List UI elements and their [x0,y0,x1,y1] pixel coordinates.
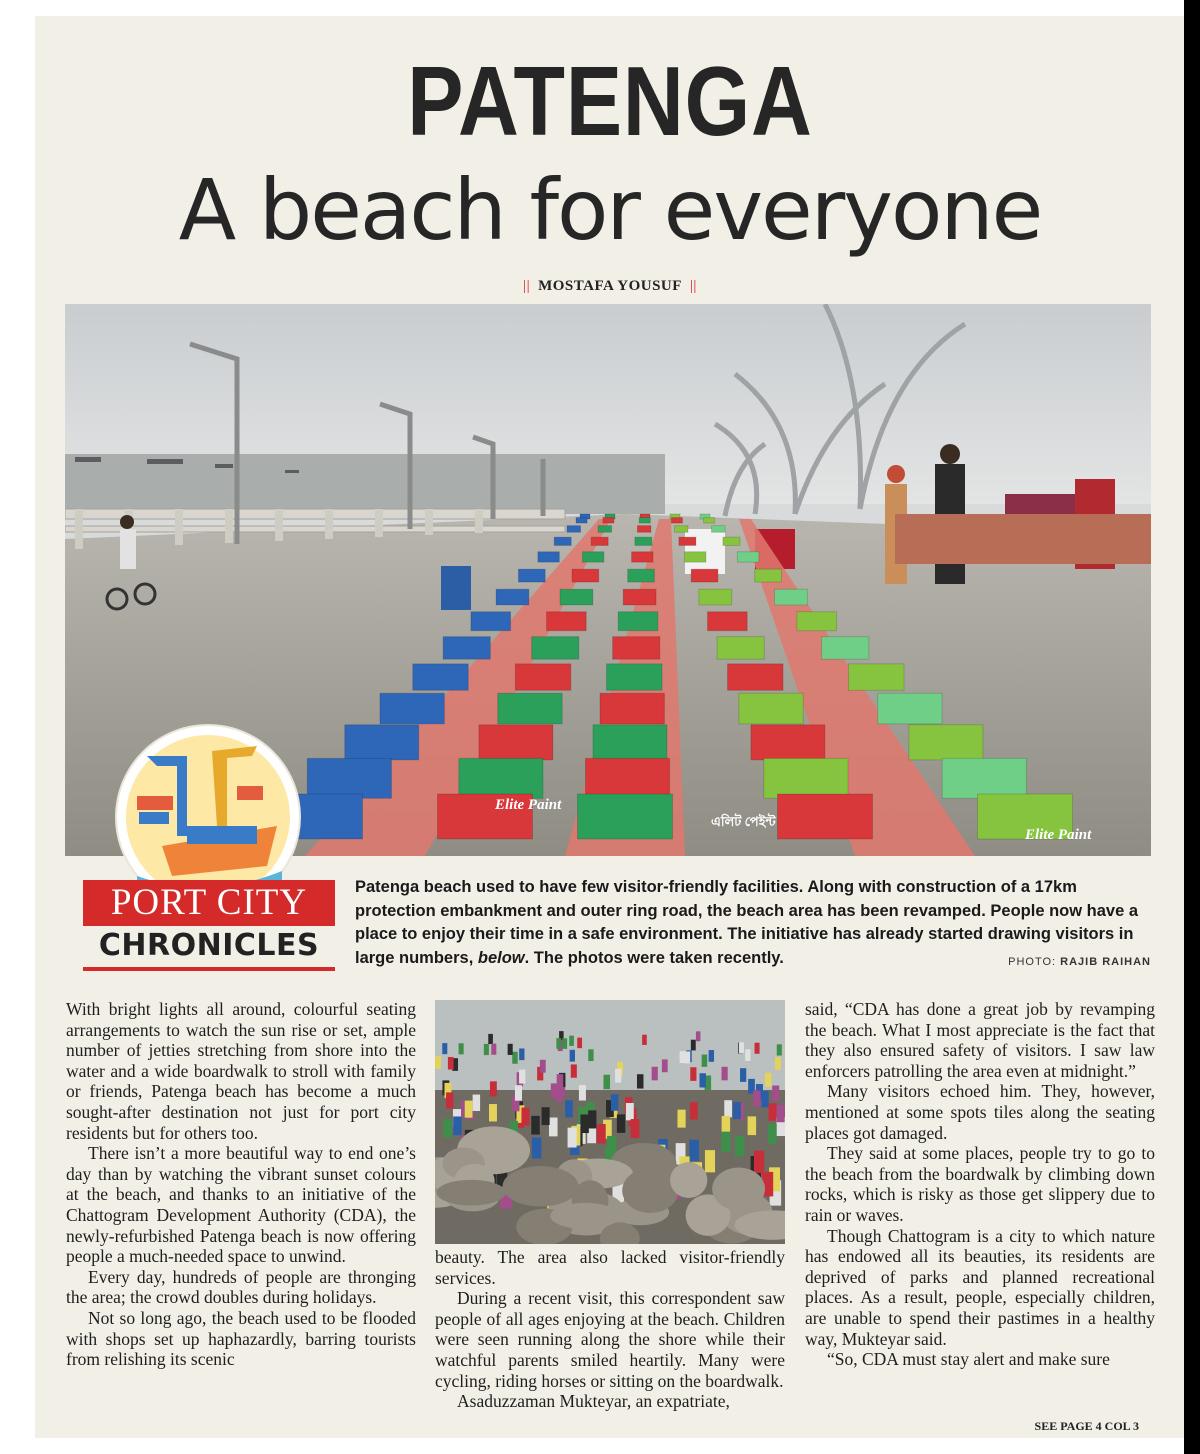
boulder [503,1166,579,1207]
seating-block [632,552,653,562]
visitor [631,1119,640,1138]
seating-block [822,637,869,660]
visitor [519,1070,525,1084]
section-logo-chronicles: CHRONICLES [98,928,320,963]
visitor [588,1049,593,1061]
visitor [748,1116,757,1135]
visitor [491,1044,496,1055]
seating-block [679,537,696,545]
visitor [611,1094,618,1110]
seating-block [691,569,718,582]
block-brand-label-bangla: এলিট পেইন্ট [711,814,776,829]
article-paragraph: Not so long ago, the beach used to be flooded with shops set up haphazardly, barring tourists from relishing its scenic [66,1307,416,1370]
article-column-3 [805,999,1155,1370]
seating-block [637,526,651,533]
visitor [733,1102,741,1119]
headline-kicker: PATENGA [407,46,813,156]
seating-block [737,552,758,562]
seating-block [593,725,667,760]
boulder [436,1180,505,1206]
article-paragraph: With bright lights all around, colourful seating arrangements to watch the sun rise or set, ample number of jetties stretching from shore into the water and a wide boardwalk to stroll with family or friends, Patenga beach has become a much sought-after destination not just for port city residents but for others too. [66,999,416,1143]
seating-block [607,664,662,690]
seating-block [712,526,726,533]
seating-block [547,612,587,631]
crowd-photo [435,1000,785,1244]
visitor [570,1050,575,1062]
photo-credit-name: RAJIB RAIHAN [1060,956,1151,968]
visitor [739,1042,744,1053]
visitor [637,1074,644,1088]
seating-block [498,693,562,724]
seating-block [739,693,803,724]
visitor [777,1044,782,1055]
visitor [473,1095,480,1111]
seating-block [413,664,468,690]
visitor [755,1043,760,1054]
seating-block [479,725,553,760]
article-paragraph: beauty. The area also lacked visitor-friendly services. [435,1247,785,1288]
seating-block [849,664,904,690]
visitor [569,1036,574,1046]
article-paragraph: Asaduzzaman Mukteyar, an expatriate, [457,1391,730,1412]
visitor [519,1048,524,1060]
visitor [677,1110,685,1128]
seating-block [603,518,614,524]
seating-block [764,758,848,798]
visitor [515,1085,522,1100]
visitor [689,1140,699,1161]
visitor [775,1057,781,1070]
page-edge [1184,0,1200,1454]
article-paragraph: Many visitors echoed him. They, however, mentioned at some spots tiles along the seating places got damaged. [805,1081,1155,1143]
article-paragraph: They said at some places, people try to go to the beach from the boardwalk by climbing down rocks, which is risky as those get slippery due to rain or waves. [805,1143,1155,1225]
boulder [622,1168,678,1213]
seating-block [582,552,603,562]
caption-emphasis: below [477,948,525,967]
visitor [443,1119,452,1138]
seating-block [618,612,658,631]
seating-block [591,537,608,545]
crowd-scene [435,1000,785,1244]
visitor [435,1056,441,1068]
visitor [777,1105,785,1123]
visitor [772,1085,779,1101]
visitor [603,1075,610,1089]
seating-block [567,526,581,533]
visitor [765,1073,771,1087]
byline-bar-left: || [523,278,531,294]
seating-block [684,552,705,562]
visitor [540,1060,546,1073]
visitor [508,1044,513,1055]
visitor [512,1052,517,1064]
visitor [542,1107,550,1125]
seating-block [532,637,579,660]
visitor [691,1040,696,1051]
byline-bar-right: || [689,278,697,294]
seating-block [723,537,740,545]
seating-block [728,664,783,690]
seating-block [775,589,808,605]
seating-block [578,794,673,839]
seating-block [613,637,660,660]
visitor [680,1051,685,1063]
seating-block [585,758,669,798]
visitor [615,1069,621,1083]
visitor [699,1073,705,1087]
newspaper-page [35,16,1185,1438]
visitor [696,1031,700,1041]
seating-block [554,537,571,545]
seating-block [942,758,1026,798]
seating-block [671,518,682,524]
article-column-1 [66,999,416,1370]
section-logo-rule [83,967,335,971]
visitor [562,1038,567,1049]
visitor [626,1103,634,1120]
visitor [709,1050,714,1062]
seating-block [628,569,655,582]
seating-block [515,664,570,690]
seating-block [459,758,543,798]
article-paragraph: During a recent visit, this correspondent saw people of all ages enjoying at the beach. Children were seen running along the shore while their watchful parents smiled heartily. Many were cycling, riding horses or sitting on the boardwalk. [435,1288,785,1391]
visitor [549,1118,558,1137]
visitor [652,1067,658,1081]
dustbin [441,566,471,610]
boulder [712,1167,765,1210]
visitor [521,1108,529,1126]
seating-block [755,569,782,582]
visitor [702,1055,708,1067]
visitor [532,1137,542,1158]
visitor [489,1104,497,1121]
article-paragraph: Every day, hundreds of people are thronging the area; the crowd doubles during holidays. [66,1266,416,1308]
seating-block [708,612,748,631]
article-paragraph: “So, CDA must stay alert and make sure [827,1349,1110,1370]
seating-block [496,589,529,605]
seating-block [576,518,587,524]
visitor [662,1059,668,1072]
visitor [745,1049,750,1061]
seating-block [699,589,732,605]
seating-block [572,569,599,582]
visitor [617,1114,625,1133]
visitor [565,1100,573,1117]
byline-author: MOSTAFA YOUSUF [538,278,682,294]
seating-block [380,693,444,724]
seating-block [600,693,664,724]
seating-block [307,758,391,798]
seating-block [704,518,715,524]
boulder [670,1162,707,1198]
visitor [690,1067,696,1081]
seating-block [797,612,837,631]
visitor [685,1051,690,1063]
visitor [568,1128,577,1148]
article-column-2 [435,1247,785,1412]
visitor [490,1081,497,1096]
article-paragraph: said, “CDA has done a great job by revamping the beach. What I most appreciate is the fact that they also ensured safety of visitors. I saw law enforcers patrolling the area even at midnight.” [805,999,1155,1081]
visitor [531,1116,539,1135]
seating-block [598,526,612,533]
visitor [769,1103,777,1120]
seating-block [909,725,983,760]
visitor [690,1102,698,1119]
seating-block [471,612,511,631]
section-logo-port-city: PORT CITY [83,880,335,926]
caption-text: Patenga beach used to have few visitor-friendly facilities. Along with construction of a 17km protection embankment and outer ring road, the beach area has been revamped. People now have a place to enjoy their time in a safe environment. The initiative has already started drawing visitors in large numbers, [355,878,1139,967]
visitor [488,1034,493,1044]
headline-title: A beach for everyone [178,161,1042,259]
photo-credit-label: PHOTO: [1008,956,1057,968]
seating-block [623,589,656,605]
visitor [597,1124,606,1144]
visitor [724,1100,732,1117]
visitor [754,1151,764,1173]
visitor [768,1124,777,1144]
seating-block [560,589,593,605]
seating-block [717,637,764,660]
visitor [465,1101,473,1118]
visitor [735,1136,744,1157]
seating-block [518,569,545,582]
visitor [721,1132,730,1152]
visitor [722,1067,728,1081]
visitor [761,1091,768,1107]
seating-block [778,794,873,839]
byline [35,278,1185,295]
visitor [571,1064,577,1077]
seating-block [639,518,650,524]
visitor [442,1043,447,1054]
visitor [642,1035,647,1045]
seating-block [345,725,419,760]
visitor [484,1044,489,1055]
continued-jump-line: SEE PAGE 4 COL 3 [1034,1419,1139,1433]
block-brand-label: Elite Paint [495,797,562,813]
visitor [705,1150,715,1172]
visitor [556,1038,561,1049]
boulder [550,1203,620,1229]
visitor [577,1038,582,1049]
seating-block [443,637,490,660]
block-brand-label: Elite Paint [1025,827,1092,843]
photo-credit [1008,956,1151,968]
seating-block [878,693,942,724]
visitor [459,1043,464,1054]
seating-block [751,725,825,760]
visitor [551,1083,558,1098]
visitor [446,1092,453,1108]
visitor [588,1110,596,1128]
seating-block [674,526,688,533]
seating-block [635,537,652,545]
wall [895,514,1151,564]
visitor [448,1057,454,1070]
visitor [753,1090,760,1106]
article-paragraph: There isn’t a more beautiful way to end one’s day than by watching the vibrant sunset colours at the beach, and thanks to an initiative of the Chattogram Development Authority (CDA), the newly-refurbished Patenga beach is now offering people a much-needed space to unwind. [66,1143,416,1267]
seating-block [538,552,559,562]
visitor [453,1116,462,1135]
visitor [579,1085,586,1100]
caption-text-end: . The photos were taken recently. [524,948,784,967]
visitor [580,1115,588,1134]
visitor [740,1068,746,1082]
article-paragraph: Though Chattogram is a city to which nature has endowed all its beauties, its residents are deprived of parks and planned recreational places. As a result, people, especially children, are unable to spend their pastimes in a healthy way, Mukteyar said. [805,1225,1155,1349]
